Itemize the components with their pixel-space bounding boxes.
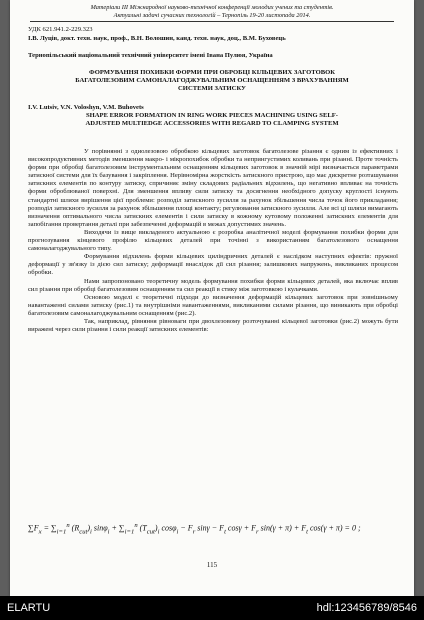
page-number: 115: [206, 561, 218, 569]
equilibrium-equation: $\sum F_x = \sum_{i=1}^n$ $(R_{cut})_i$ $\sin\varphi_i + \sum_{i=1}^n$ $(T_{cut})_i$ $\cos\varphi_i - F_r$ $\sin\gamma - F_t$ $\cos\gamma + F_r$ $\sin(\gamma + \pi) + F_t$ cos(γ + π) = 0 ;: [28, 522, 361, 536]
title-ua: ФОРМУВАННЯ ПОХИБКИ ФОРМИ ПРИ ОБРОБЦІ КІЛЬЦЕВИХ ЗАГОТОВОК БАГАТОЛЕЗОВИМ САМОНАЛАГОДЖУВАЛЬНИМ ОСНАЩЕННЯМ З ВРАХУВАННЯМ СИСТЕМИ ЗАТИСКУ: [75, 69, 349, 93]
authors-ua: І.В. Луців, докт. техн. наук, проф., В.Н. Волошин, канд. техн. наук, доц., В.М. Буховець: [28, 35, 286, 42]
paragraph: Нами запропоновано теоретичну модель формування похибки форми кільцевих деталей, яка включає вплив сил різання при обробці багатолезовим оснащенням та сил реакції в стику між заготовкою і кулачками.: [28, 277, 398, 293]
repository-footer: [0, 596, 424, 620]
repository-name: ELARTU: [7, 602, 51, 614]
conference-header: [30, 4, 394, 20]
authors-en: I.V. Lutsiv, V.N. Voloshyn, V.M. Buhovets: [28, 104, 144, 111]
header-line-1: Матеріали ІІІ Міжнародної науково-технічної конференції молодих учених та студентів.: [90, 4, 334, 11]
paragraph: Формування відхилень форми кільцевих циліндричних деталей є наслідком наступних ефектів: пружної деформації у зв'язку із дією сил затиску; деформації внаслідок дії сил різання; залишкових напружень, викликаних процесом обробки.: [28, 253, 398, 277]
handle-id: hdl:123456789/8546: [316, 602, 417, 614]
title-en: SHAPE ERROR FORMATION IN RING WORK PIECES MACHINING USING SELF-ADJUSTED MULTIEDGE ACCESSORIES WITH REGARD TO CLAMPING SYSTEM: [85, 112, 339, 128]
affiliation: Тернопільський національний технічний університет імені Івана Пулюя, Україна: [28, 52, 273, 59]
paragraph: Виходячи із вище викладеного актуальною є розробка аналітичної моделі формування похибки форми для прогнозування кінцевого профілю кільцевих деталей при точінні з використанням багатолезового оснащення самоналагоджувального типу.: [28, 228, 398, 253]
paragraph: Так, наприклад, рівняння рівноваги при двохлезовому розточуванні кільцевої заготовки (рис.2) можуть бути виражені через сили різання і сили реакції затискних елементів:: [28, 317, 398, 334]
paragraph: У порівнянні з одиолезовою обробкою кільцевих заготовок багатолезове різання є одним із ефективних і високопродуктивних методів зменшення макро- і мікропохибок обробки та непрингустимих коливань при різанні. Проте точність форми при обробці багатолезовим інструментальним оснащенням кільцевих заготовок в значній мірі визначається параметрами затискної системи для їх базування і закріплення. Нерівномірна жорсткість затискного пристрою, що має дискретне розташування затискних елементів по контуру затиску, спричиняє зміну складових радіальних відхилень, що негативно впливає на точність форми оброблюваної поверхні. Для зменшення впливу сили затиску та досягнення необхідного допуску круглості існують стандартні шляхи вирішення цієї проблеми: розподіл затискного зусилля за рахунок збільшення числа точок його прикладання; розподіл затискного зусилля за рахунок збільшення площі контакту; регулювання затискного зусилля. Але всі ці шляхи вимагають визначення оптимального числа затискних елементів і сили затиску в кожному кутовому положенні затискних елементів для запобігання провертання деталі при забезпеченні деформацій в межах допустимих значень.: [28, 148, 398, 228]
udk-code: УДК 621.941.2-229.323: [28, 26, 93, 33]
header-divider: [30, 21, 394, 22]
paragraph: Основою моделі є теоретичні підходи до визначення деформацій кільцевих заготовок при зовнішньому навантаженні силами затиску (рис.1) та внутрішніми навантаженнями, викликаними силами різання, що виникають при обробці багатолезовим самоналагоджувальним оснащенням (рис.2).: [28, 293, 398, 317]
header-line-2: Актуальні задачі сучасних технологій – Тернопіль 19-20 листопада 2014.: [113, 12, 311, 19]
body-text: [28, 148, 398, 334]
document-page: [10, 0, 414, 596]
